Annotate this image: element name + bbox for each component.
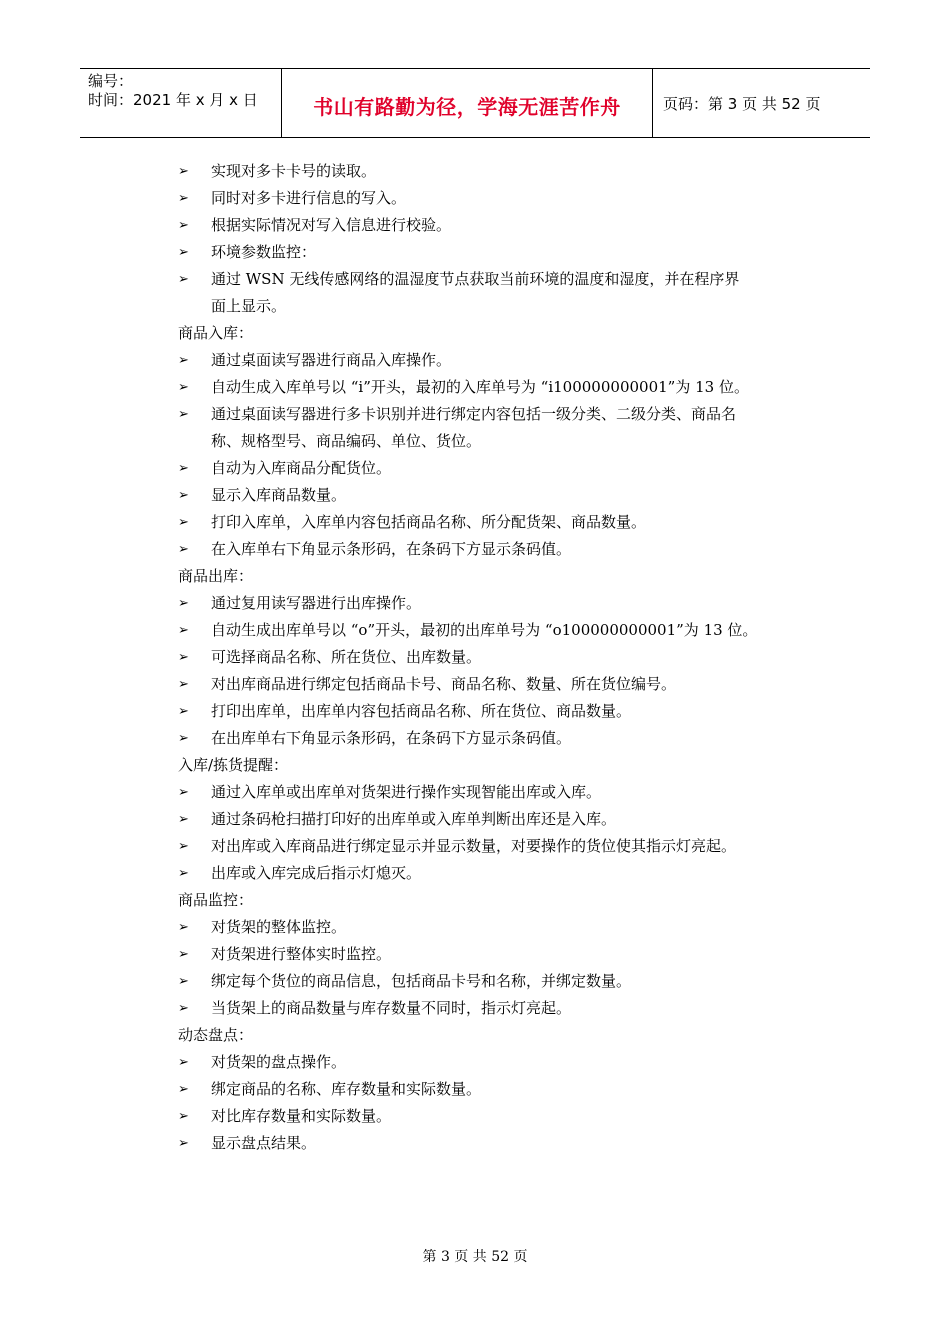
arrowhead-bullet-icon: ➢ (178, 596, 189, 611)
arrowhead-bullet-icon: ➢ (178, 407, 189, 422)
arrowhead-bullet-icon: ➢ (178, 1109, 189, 1124)
line-text: 在出库单右下角显示条形码，在条码下方显示条码值。 (211, 729, 572, 747)
section-heading (178, 320, 818, 347)
line-text: 称、规格型号、商品编码、单位、货位。 (211, 432, 482, 450)
arrowhead-bullet-icon: ➢ (178, 812, 189, 827)
bullet-item (178, 590, 818, 617)
section-heading (178, 1022, 818, 1049)
arrowhead-bullet-icon: ➢ (178, 488, 189, 503)
bullet-item (178, 536, 818, 563)
line-text: 在入库单右下角显示条形码，在条码下方显示条码值。 (211, 540, 572, 558)
bullet-item (178, 779, 818, 806)
line-text: 对出库商品进行绑定包括商品卡号、商品名称、数量、所在货位编号。 (211, 675, 677, 693)
line-text: 动态盘点： (178, 1026, 254, 1044)
bullet-item (178, 158, 818, 185)
line-text: 根据实际情况对写入信息进行校验。 (211, 216, 452, 234)
arrowhead-bullet-icon: ➢ (178, 677, 189, 692)
arrowhead-bullet-icon: ➢ (178, 353, 189, 368)
bullet-item (178, 860, 818, 887)
line-text: 通过桌面读写器进行多卡识别并进行绑定内容包括一级分类、二级分类、商品名 (211, 405, 737, 423)
header-motto-cell (282, 69, 653, 137)
arrowhead-bullet-icon: ➢ (178, 164, 189, 179)
bullet-item (178, 1130, 818, 1157)
bullet-item (178, 347, 818, 374)
bullet-item (178, 1049, 818, 1076)
line-text: 可选择商品名称、所在货位、出库数量。 (211, 648, 482, 666)
section-heading (178, 887, 818, 914)
bullet-item (178, 941, 818, 968)
bullet-continuation (178, 293, 818, 320)
bullet-item (178, 671, 818, 698)
arrowhead-bullet-icon: ➢ (178, 839, 189, 854)
line-text: 通过 WSN 无线传感网络的温湿度节点获取当前环境的温度和湿度，并在程序界 (211, 270, 740, 288)
line-text: 通过桌面读写器进行商品入库操作。 (211, 351, 452, 369)
bullet-item (178, 617, 818, 644)
page-header (80, 68, 870, 138)
arrowhead-bullet-icon: ➢ (178, 218, 189, 233)
line-text: 绑定商品的名称、库存数量和实际数量。 (211, 1080, 482, 1098)
arrowhead-bullet-icon: ➢ (178, 731, 189, 746)
arrowhead-bullet-icon: ➢ (178, 1082, 189, 1097)
bullet-item (178, 995, 818, 1022)
bullet-item (178, 968, 818, 995)
document-body (178, 158, 818, 1157)
line-text: 显示盘点结果。 (211, 1134, 317, 1152)
bullet-item (178, 185, 818, 212)
doc-number-label: 编号： (88, 72, 134, 90)
line-text: 通过入库单或出库单对货架进行操作实现智能出库或入库。 (211, 783, 602, 801)
line-text: 通过条码枪扫描打印好的出库单或入库单判断出库还是入库。 (211, 810, 617, 828)
arrowhead-bullet-icon: ➢ (178, 515, 189, 530)
section-heading (178, 563, 818, 590)
bullet-item (178, 239, 818, 266)
arrowhead-bullet-icon: ➢ (178, 920, 189, 935)
bullet-continuation (178, 428, 818, 455)
bullet-item (178, 266, 818, 293)
arrowhead-bullet-icon: ➢ (178, 947, 189, 962)
arrowhead-bullet-icon: ➢ (178, 866, 189, 881)
arrowhead-bullet-icon: ➢ (178, 191, 189, 206)
arrowhead-bullet-icon: ➢ (178, 542, 189, 557)
bullet-item (178, 401, 818, 428)
section-heading (178, 752, 818, 779)
line-text: 自动为入库商品分配货位。 (211, 459, 392, 477)
arrowhead-bullet-icon: ➢ (178, 974, 189, 989)
line-text: 入库/拣货提醒： (178, 756, 289, 774)
bullet-item (178, 455, 818, 482)
line-text: 显示入库商品数量。 (211, 486, 347, 504)
page-info-label: 页码：第 3 页 共 52 页 (663, 94, 821, 113)
doc-time-label: 时间：2021 年 x 月 x 日 (88, 91, 258, 109)
arrowhead-bullet-icon: ➢ (178, 704, 189, 719)
bullet-item (178, 1076, 818, 1103)
line-text: 打印出库单，出库单内容包括商品名称、所在货位、商品数量。 (211, 702, 632, 720)
arrowhead-bullet-icon: ➢ (178, 380, 189, 395)
bullet-item (178, 212, 818, 239)
arrowhead-bullet-icon: ➢ (178, 1136, 189, 1151)
line-text: 环境参数监控： (211, 243, 317, 261)
line-text: 自动生成入库单号以 “i”开头，最初的入库单号为 “i100000000001”为 13 位。 (211, 378, 749, 396)
line-text: 对货架的盘点操作。 (211, 1053, 347, 1071)
line-text: 绑定每个货位的商品信息，包括商品卡号和名称，并绑定数量。 (211, 972, 632, 990)
bullet-item (178, 914, 818, 941)
page-footer: 第 3 页 共 52 页 (422, 1249, 528, 1265)
line-text: 出库或入库完成后指示灯熄灭。 (211, 864, 422, 882)
line-text: 商品出库： (178, 567, 254, 585)
line-text: 对货架进行整体实时监控。 (211, 945, 392, 963)
bullet-item (178, 806, 818, 833)
line-text: 面上显示。 (211, 297, 287, 315)
arrowhead-bullet-icon: ➢ (178, 623, 189, 638)
line-text: 当货架上的商品数量与库存数量不同时，指示灯亮起。 (211, 999, 572, 1017)
bullet-item (178, 1103, 818, 1130)
bullet-item (178, 509, 818, 536)
line-text: 实现对多卡卡号的读取。 (211, 162, 377, 180)
line-text: 商品入库： (178, 324, 254, 342)
bullet-item (178, 374, 818, 401)
arrowhead-bullet-icon: ➢ (178, 1055, 189, 1070)
arrowhead-bullet-icon: ➢ (178, 461, 189, 476)
bullet-item (178, 725, 818, 752)
bullet-item (178, 482, 818, 509)
line-text: 打印入库单，入库单内容包括商品名称、所分配货架、商品数量。 (211, 513, 647, 531)
header-info-cell (80, 69, 282, 137)
bullet-item (178, 644, 818, 671)
line-text: 自动生成出库单号以 “o”开头，最初的出库单号为 “o100000000001”为 13 位。 (211, 621, 758, 639)
line-text: 对比库存数量和实际数量。 (211, 1107, 392, 1125)
arrowhead-bullet-icon: ➢ (178, 245, 189, 260)
arrowhead-bullet-icon: ➢ (178, 1001, 189, 1016)
line-text: 商品监控： (178, 891, 254, 909)
line-text: 对出库或入库商品进行绑定显示并显示数量，对要操作的货位使其指示灯亮起。 (211, 837, 737, 855)
header-page-cell (653, 69, 870, 137)
line-text: 通过复用读写器进行出库操作。 (211, 594, 422, 612)
arrowhead-bullet-icon: ➢ (178, 650, 189, 665)
bullet-item (178, 698, 818, 725)
line-text: 同时对多卡进行信息的写入。 (211, 189, 407, 207)
line-text: 对货架的整体监控。 (211, 918, 347, 936)
arrowhead-bullet-icon: ➢ (178, 785, 189, 800)
motto-text: 书山有路勤为径，学海无涯苦作舟 (313, 94, 621, 119)
bullet-item (178, 833, 818, 860)
arrowhead-bullet-icon: ➢ (178, 272, 189, 287)
